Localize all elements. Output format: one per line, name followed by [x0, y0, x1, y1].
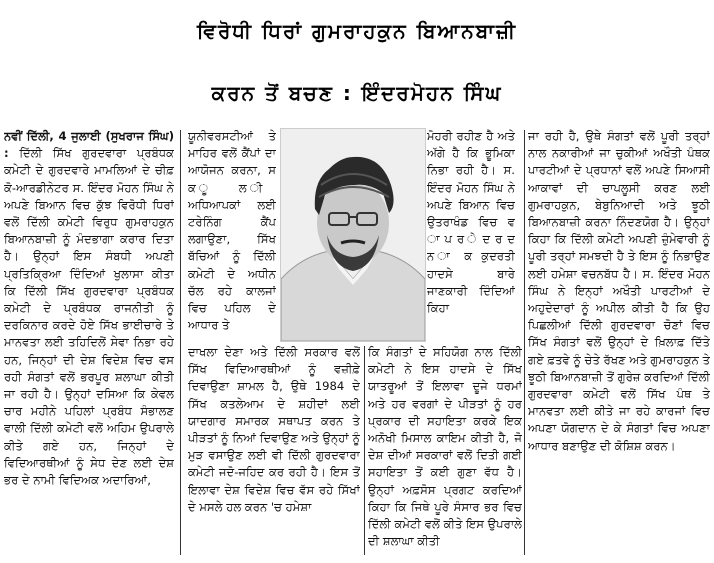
article-text: ਜਾ ਰਹੀ ਹੈ, ਉਥੇ ਸੰਗਤਾਂ ਵਲੋਂ ਪੂਰੀ ਤਰ੍ਹਾਂ ਨਾਲ ਨਕਾਰੀਆਂ ਜਾ ਚੁਕੀਆਂ ਅਖੌਤੀ ਪੰਥਕ ਪਾਰਟੀਆਂ ਦੇ ਪ੍ਰਧਾਨਾਂ ਵਲੋਂ ਅਪਣੇ ਸਿਆਸੀ ਆਕਾਵਾਂ ਦੀ ਚਾਪਲੂਸੀ ਕਰਣ ਲਈ ਗੁਮਰਾਹਕੁਨ, ਬੇਬੁਨਿਆਦੀ ਅਤੇ ਝੂਠੀ ਬਿਆਨਬਾਜ਼ੀ ਕਰਨਾ ਨਿੰਦਣਯੋਗ ਹੈ। ਉਨ੍ਹਾਂ ਕਿਹਾ ਕਿ ਦਿੱਲੀ ਕਮੇਟੀ ਅਪਣੀ ਜ਼ੁੰਮੇਵਾਰੀ ਨੂੰ ਪੂਰੀ ਤਰ੍ਹਾਂ ਸਮਝਦੀ ਹੈ ਤੇ ਇਸ ਨੂੰ ਨਿਭਾਉਣ ਲਈ ਹਮੇਸ਼ਾ ਵਚਨਬੱਧ ਹੈ। ਸ. ਇੰਦਰ ਮੋਹਨ ਸਿੰਘ ਨੇ ਇਨ੍ਹਾਂ ਅਖੌਤੀ ਪਾਰਟੀਆਂ ਦੇ ਅਹੁਦੇਦਾਰਾਂ ਨੂੰ ਅਪੀਲ ਕੀਤੀ ਹੈ ਕਿ ਉਹ ਪਿਛਲੀਆਂ ਦਿੱਲੀ ਗੁਰਦਵਾਰਾ ਚੋਣਾਂ ਵਿਚ ਸਿੱਖ ਸੰਗਤਾਂ ਵਲੋਂ ਉਨ੍ਹਾਂ ਦੇ ਖ਼ਿਲਾਫ਼ ਦਿੱਤੇ ਗਏ ਫ਼ਤਵੇ ਨੂੰ ਚੇਤੇ ਰੱਖਣ ਅਤੇ ਗੁਮਰਾਹਕੁਨ ਤੇ ਝੂਠੀ ਬਿਆਨਬਾਜ਼ੀ ਤੋਂ ਗੁਰੇਜ਼ ਕਰਦਿਆਂ ਦਿੱਲੀ ਗੁਰਦਵਾਰਾ ਕਮੇਟੀ ਵਲੋਂ ਸਿੱਖ ਪੰਥ ਤੇ ਮਾਨਵਤਾ ਲਈ ਕੀਤੇ ਜਾ ਰਹੇ ਕਾਰਜਾਂ ਵਿਚ ਅਪਣਾ ਯੋਗਦਾਨ ਦੇ ਕੇ ਸੰਗਤਾਂ ਵਿਚ ਅਪਣਾ ਆਧਾਰ ਬਣਾਉਣ ਦੀ ਕੋਸ਼ਿਸ਼ ਕਰਨ।: [528, 129, 710, 453]
article-text: ਦਾਖਲਾ ਦੇਣਾ ਅਤੇ ਦਿੱਲੀ ਸਰਕਾਰ ਵਲੋਂ ਸਿੱਖ ਵਿਦਿਆਰਥੀਆਂ ਨੂੰ ਵਜ਼ੀਫ਼ੇ ਦਿਵਾਉਣਾ ਸ਼ਾਮਲ ਹੈ, ਉਥੇ 1984 ਦੇ ਸਿੱਖ ਕਤਲੇਆਮ ਦੇ ਸ਼ਹੀਦਾਂ ਲਈ ਯਾਦਗਾਰ ਸਮਾਰਕ ਸਥਾਪਤ ਕਰਨ ਤੇ ਪੀੜਤਾਂ ਨੂੰ ਨਿਆਂ ਦਿਵਾਉਣ ਅਤੇ ਉਨ੍ਹਾਂ ਨੂੰ ਮੁੜ ਵਸਾਉਣ ਲਈ ਵੀ ਦਿੱਲੀ ਗੁਰਦਵਾਰਾ ਕਮੇਟੀ ਜਦੋ-ਜਹਿਦ ਕਰ ਰਹੀ ਹੈ। ਇਸ ਤੋਂ ਇਲਾਵਾ ਦੇਸ਼ ਵਿਦੇਸ਼ ਵਿਚ ਵੱਸ ਰਹੇ ਸਿੱਖਾਂ ਦੇ ਮਸਲੇ ਹਲ ਕਰਨ 'ਚ ਹਮੇਸ਼ਾ: [188, 345, 360, 514]
article-dateline: ਨਵੀਂ ਦਿੱਲੀ, 4 ਜੁਲਾਈ (ਸੁਖਰਾਜ ਸਿੰਘ) :: [4, 129, 174, 161]
article-text: ਦਿੱਲੀ ਸਿੱਖ ਗੁਰਦਵਾਰਾ ਪ੍ਰਬੰਧਕ ਕਮੇਟੀ ਦੇ ਗੁਰਦਵਾਰੇ ਮਾਮਲਿਆਂ ਦੇ ਚੀਫ਼ ਕੋ-ਆਰਡੀਨੇਟਰ ਸ. ਇੰਦਰ ਮੋਹਨ ਸਿੰਘ ਨੇ ਅਪਣੇ ਬਿਆਨ ਵਿਚ ਕੁੱਝ ਵਿਰੋਧੀ ਧਿਰਾਂ ਵਲੋਂ ਦਿੱਲੀ ਕਮੇਟੀ ਵਿਰੁਧ ਗੁਮਰਾਹਕੁਨ ਬਿਆਨਬਾਜ਼ੀ ਨੂੰ ਮੰਦਭਾਗਾ ਕਰਾਰ ਦਿਤਾ ਹੈ। ਉਨ੍ਹਾਂ ਇਸ ਸੰਬਧੀ ਅਪਣੀ ਪ੍ਰਤਿਕ੍ਰਿਆ ਦਿੰਦਿਆਂ ਖੁਲਾਸਾ ਕੀਤਾ ਕਿ ਦਿੱਲੀ ਸਿੱਖ ਗੁਰਦਵਾਰਾ ਪ੍ਰਬੰਧਕ ਕਮੇਟੀ ਦੇ ਪ੍ਰਬੰਧਕ ਰਾਜਨੀਤੀ ਨੂੰ ਦਰਕਿਨਾਰ ਕਰਦੇ ਹੋਏ ਸਿੱਖ ਭਾਈਚਾਰੇ ਤੇ ਮਾਨਵਤਾ ਲਈ ਤਹਿਦਿਲੋਂ ਸੇਵਾ ਨਿਭਾ ਰਹੇ ਹਨ, ਜਿਨ੍ਹਾਂ ਦੀ ਦੇਸ਼ ਵਿਦੇਸ਼ ਵਿਚ ਵਸ ਰਹੀ ਸੰਗਤਾਂ ਵਲੋਂ ਭਰਪੂਰ ਸ਼ਲਾਘਾ ਕੀਤੀ ਜਾ ਰਹੀ ਹੈ। ਉਨ੍ਹਾਂ ਦਸਿਆ ਕਿ ਕੇਵਲ ਚਾਰ ਮਹੀਨੇ ਪਹਿਲਾਂ ਪ੍ਰਬੰਧ ਸੰਭਾਲਣ ਵਾਲੀ ਦਿੱਲੀ ਕਮੇਟੀ ਵਲੋਂ ਅਹਿਮ ਉਪਰਾਲੇ ਕੀਤੇ ਗਏ ਹਨ, ਜਿਨ੍ਹਾਂ ਦੇ ਵਿਦਿਆਰਥੀਆਂ ਨੂੰ ਸੇਧ ਦੇਣ ਲਈ ਦੇਸ਼ ਭਰ ਦੇ ਨਾਮੀ ਵਿਦਿਅਕ ਅਦਾਰਿਆਂ,: [4, 146, 174, 488]
article-text: ਯੂਨੀਵਰਸਟੀਆਂ ਤੇ ਮਾਹਿਰ ਵਲੋਂ ਕੈਂਪਾਂ ਦਾ ਆਯੋਜਨ ਕਰਨਾ, ਸ ਕ ੂ ਲ ੀ ਅਧਿਆਪਕਾਂ ਲਈ ਟਰੇਨਿੰਗ ਕੈਂਪ ਲਗਾਉਣਾ, ਸਿੱਖ ਬੱਚਿਆਂ ਨੂੰ ਦਿੱਲੀ ਕਮੇਟੀ ਦੇ ਅਧੀਨ ਚੱਲ ਰਹੇ ਕਾਲਜਾਂ ਵਿਚ ਪਹਿਲ ਦੇ ਆਧਾਰ ਤੇ: [188, 129, 276, 333]
headline-line-2: ਕਰਨ ਤੋਂ ਬਚਣ : ਇੰਦਰਮੋਹਨ ਸਿੰਘ: [211, 81, 503, 105]
article-column-3: [368, 344, 522, 558]
article-column-3-top: [427, 128, 515, 348]
portrait-photo: [280, 128, 426, 342]
article-column-2: [188, 344, 360, 558]
article-text: ਕਿ ਸੰਗਤਾਂ ਦੇ ਸਹਿਯੋਗ ਨਾਲ ਦਿੱਲੀ ਕਮੇਟੀ ਨੇ ਇਸ ਹਾਦਸੇ ਦੇ ਸਿੱਖ ਯਾਤਰੂਆਂ ਤੋਂ ਇਲਾਵਾ ਦੂਜੇ ਧਰਮਾਂ ਅਤੇ ਹਰ ਵਰਗਾਂ ਦੇ ਪੀੜਤਾਂ ਨੂੰ ਹਰ ਪ੍ਰਕਾਰ ਦੀ ਸਹਾਇਤਾ ਕਰਕੇ ਇਕ ਅਨੋਖੀ ਮਿਸਾਲ ਕਾਇਮ ਕੀਤੀ ਹੈ, ਜੋ ਦੇਸ਼ ਦੀਆਂ ਸਰਕਾਰਾਂ ਵਲੋਂ ਦਿਤੀ ਗਈ ਸਹਾਇਤਾ ਤੋਂ ਕਈ ਗੁਣਾ ਵੱਧ ਹੈ। ਉਨ੍ਹਾਂ ਅਫ਼ਸੋਸ ਪ੍ਰਗਟ ਕਰਦਿਆਂ ਕਿਹਾ ਕਿ ਜਿਥੇ ਪੂਰੇ ਸੰਸਾਰ ਭਰ ਵਿਚ ਦਿੱਲੀ ਕਮੇਟੀ ਵਲੋਂ ਕੀਤੇ ਇਸ ਉਪਰਾਲੇ ਦੀ ਸ਼ਲਾਘਾ ਕੀਤੀ: [368, 345, 522, 549]
article-column-4: [528, 128, 710, 558]
article-text: ਮੋਹਰੀ ਰਹੀਣ ਹੈ ਅਤੇ ਅੱਗੇ ਹੈ ਕਿ ਭੂਮਿਕਾ ਨਿਭਾ ਰਹੀ ਹੈ। ਸ. ਇੰਦਰ ਮੋਹਨ ਸਿੰਘ ਨੇ ਅਪਣੇ ਬਿਆਨ ਵਿਚ ਉਤਰਾਖੰਡ ਵਿਚ ਵ ਾ ਪ ਰ ੇ ਦ ਰ ਦ ਨ ਾ ਕ ਕੁਦਰਤੀ ਹਾਦਸੇ ਬਾਰੇ ਜਾਣਕਾਰੀ ਦਿੰਦਿਆਂ ਕਿਹਾ: [427, 129, 515, 316]
column-rule: [524, 130, 525, 555]
article-column-1: [4, 128, 174, 558]
column-rule: [364, 346, 365, 555]
column-rule: [180, 130, 181, 555]
portrait-image: [281, 129, 425, 341]
article-column-2-top: [188, 128, 276, 348]
headline-line-1: ਵਿਰੋਧੀ ਧਿਰਾਂ ਗੁਮਰਾਹਕੁਨ ਬਿਆਨਬਾਜ਼ੀ: [196, 19, 518, 43]
